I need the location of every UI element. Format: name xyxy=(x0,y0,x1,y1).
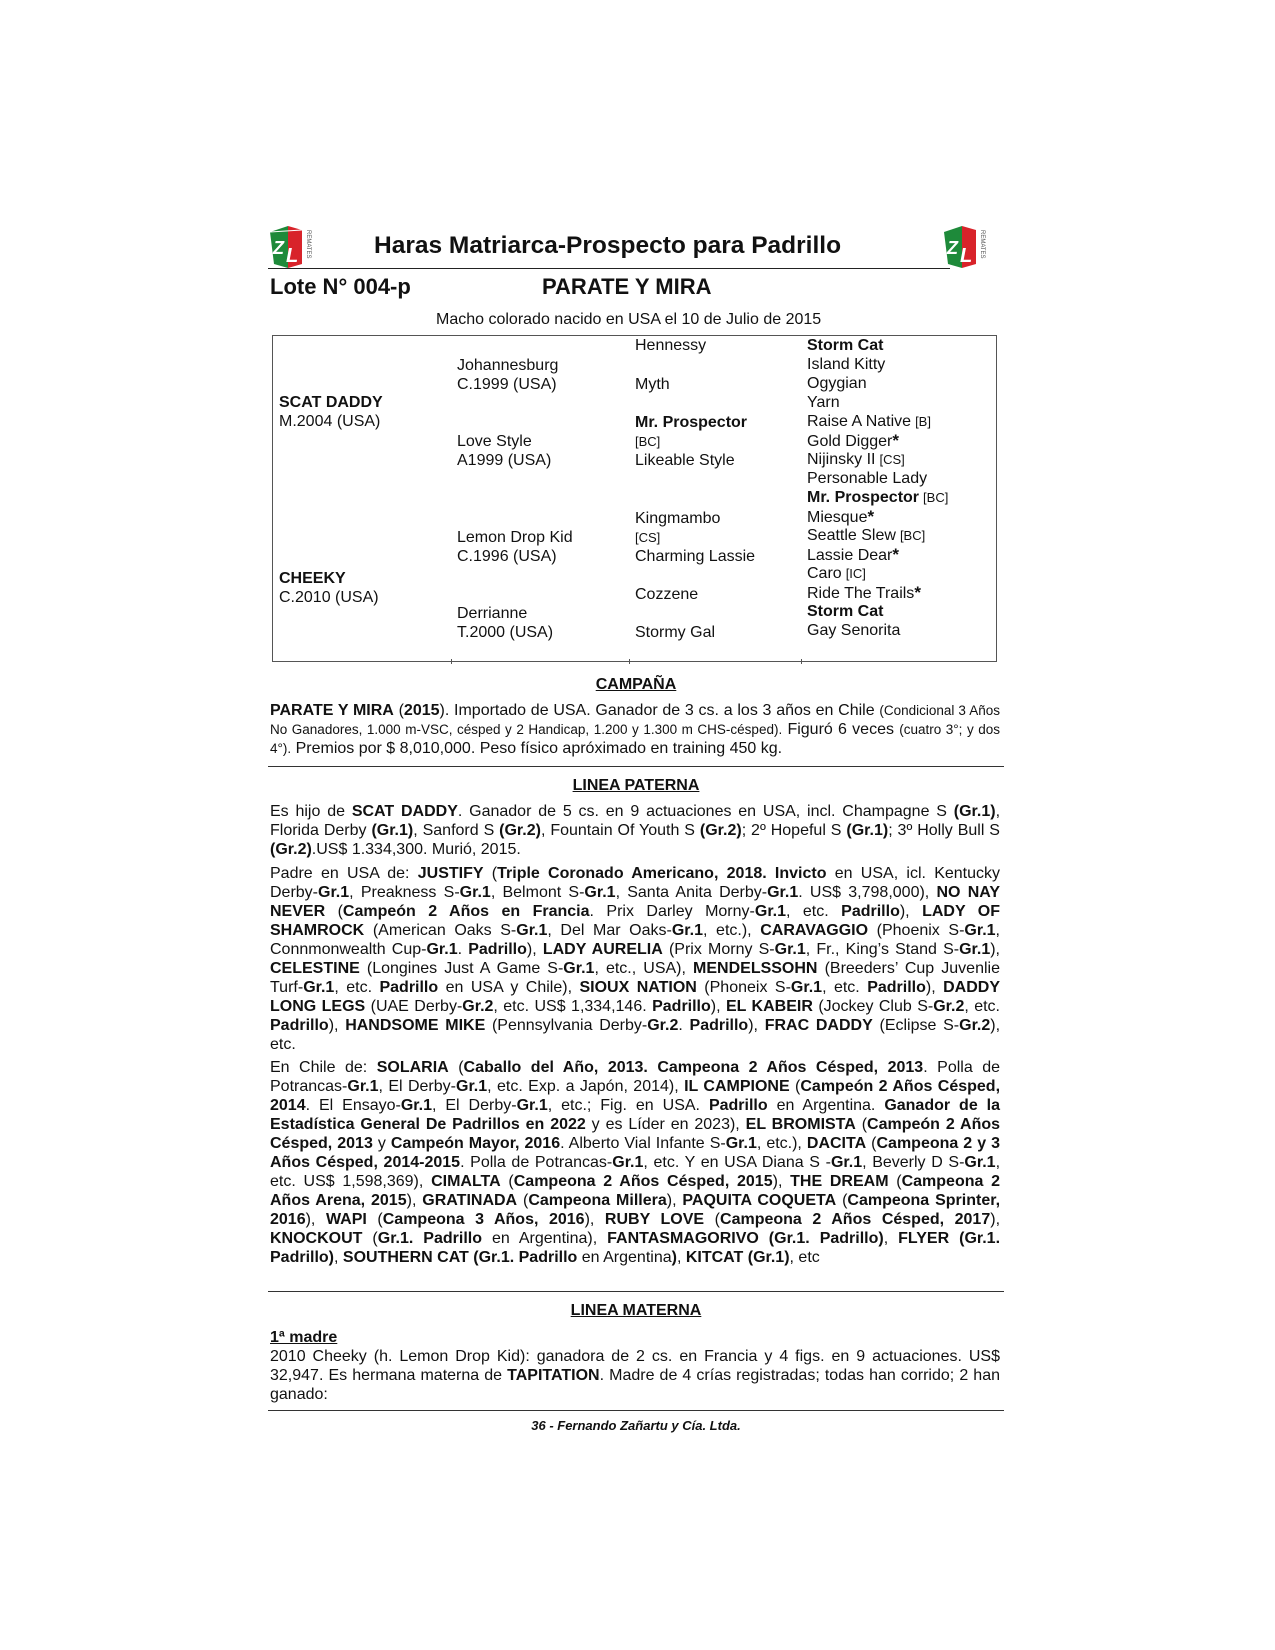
gen3-kingmambo: Kingmambo xyxy=(635,510,721,527)
text-run: (Gr.2) xyxy=(499,822,541,839)
text-run: 2010 Cheeky (h. Lemon Drop Kid): ganadora de 2 cs. en Francia y 4 figs. en 9 actuaciones. US$ 32,947. Es hermana materna de xyxy=(270,1348,1000,1384)
text-run: Caballo del Año, 2013. Campeona 2 Años Césped, 2013 xyxy=(463,1059,924,1076)
campana-year: 2015 xyxy=(403,702,440,719)
text-run: Campeona 3 Años, 2016 xyxy=(382,1211,585,1228)
text-run: ), etc. xyxy=(270,1017,1001,1053)
text-run: , Florida Derby xyxy=(270,803,1001,839)
text-run: Padrillo xyxy=(841,903,900,920)
text-run: Padrillo xyxy=(867,979,926,996)
text-run: SCAT DADDY xyxy=(351,803,458,820)
text-run: . Polla de Potrancas- xyxy=(460,1154,613,1171)
gen4-ancestor-tag: [BC] xyxy=(899,528,926,543)
text-run: Gr.1 xyxy=(964,922,996,939)
text-run: Gr.1 xyxy=(563,960,595,977)
text-run: . Ganador de 5 cs. en 9 actuaciones en USA, incl. Champagne S xyxy=(457,803,954,820)
text-run: , etc. Exp. a Japón, 2014), xyxy=(487,1078,685,1095)
text-run: HANDSOME MIKE xyxy=(345,1017,486,1034)
sire-sire-name: Johannesburg xyxy=(457,357,559,374)
text-run: , xyxy=(883,1230,899,1247)
text-run: en Argentina xyxy=(577,1249,672,1266)
campana-t2: (Condicional 3 Años No Ganadores, 1.000 m-VSC, césped y 2 Handicap, 1.200 y 1.300 m CHS-césped). xyxy=(270,703,1000,737)
dam-sire-info: C.1996 (USA) xyxy=(457,548,557,565)
text-run: ), xyxy=(990,1211,1001,1228)
text-run: en Argentina. xyxy=(767,1097,885,1114)
text-run: FRAC DADDY xyxy=(764,1017,873,1034)
text-run: en USA, icl. Kentucky Derby- xyxy=(270,865,1001,901)
text-run: , etc xyxy=(789,1249,820,1266)
text-run: Gr.1 xyxy=(400,1097,432,1114)
gen4-ancestor xyxy=(807,431,899,451)
text-run: Padre en USA de: xyxy=(270,865,418,882)
text-run: , Belmont S- xyxy=(490,884,585,901)
gen4-ancestor-name: Gold Digger xyxy=(807,433,893,450)
text-run: Gr.1 xyxy=(671,922,703,939)
text-run: Gr.1 xyxy=(774,941,806,958)
gen4-ancestor-tag: [IC] xyxy=(845,566,866,581)
gen3-stormy-gal: Stormy Gal xyxy=(635,624,716,641)
text-run: . Polla de Potrancas- xyxy=(270,1059,1000,1095)
text-run: Campeona Sprinter, 2016 xyxy=(270,1192,1001,1228)
text-run: , etc. US$ 1,334,146. xyxy=(493,998,653,1015)
gen4-ancestor xyxy=(807,583,921,603)
gen4-ancestor-name: Gay Senorita xyxy=(807,622,901,639)
text-run: LADY AURELIA xyxy=(542,941,663,958)
text-run: ( xyxy=(448,1059,464,1076)
text-run: , Connmonwealth Cup- xyxy=(270,922,1000,958)
gen4-ancestor-name: Storm Cat xyxy=(807,603,884,620)
text-run: , etc.), xyxy=(756,1135,807,1152)
text-run: Triple Coronado Americano, 2018. Invicto xyxy=(497,865,827,882)
text-run: Gr.1 xyxy=(584,884,616,901)
text-run: Campeón 2 Años en Francia xyxy=(342,903,590,920)
text-run: , etc. xyxy=(964,998,1000,1015)
text-run: (Gr.1) xyxy=(846,822,889,839)
text-run: , Fountain Of Youth S xyxy=(540,822,700,839)
text-run: Gr.1 xyxy=(754,903,787,920)
section-rule xyxy=(268,1291,1004,1292)
gen4-ancestor-name: Ride The Trails xyxy=(807,585,915,602)
dam-info: C.2010 (USA) xyxy=(279,589,379,606)
gen4-ancestor-name: Storm Cat xyxy=(807,337,884,354)
text-run: Campeona Millera xyxy=(528,1192,667,1209)
text-run: ) xyxy=(671,1249,677,1266)
gen3-myth: Myth xyxy=(635,376,670,393)
text-run: ( xyxy=(789,1078,801,1095)
text-run: Gr.1 xyxy=(303,979,335,996)
text-run: . xyxy=(457,941,469,958)
gen4-ancestor-name: Mr. Prospector xyxy=(807,489,920,506)
text-run: Gr.1 xyxy=(318,884,350,901)
text-run: ( xyxy=(366,1211,383,1228)
text-run: CARAVAGGIO xyxy=(760,922,869,939)
text-run: ), xyxy=(305,1211,326,1228)
sire-info: M.2004 (USA) xyxy=(279,413,381,430)
linea-materna-heading: LINEA MATERNA xyxy=(570,1302,702,1319)
text-run: Campeón 2 Años Césped, 2013 xyxy=(270,1116,1001,1152)
text-run: (Pennsylvania Derby- xyxy=(485,1017,648,1034)
gen3-charming-lassie: Charming Lassie xyxy=(635,548,756,565)
gen4-ancestor xyxy=(807,564,866,583)
text-run: (Gr.1) xyxy=(953,803,996,820)
text-run: Gr.1 xyxy=(516,922,548,939)
text-run: ( xyxy=(855,1116,868,1133)
table-tick xyxy=(629,659,630,664)
text-run: ( xyxy=(866,1135,877,1152)
text-run: ( xyxy=(500,1173,514,1190)
gen4-ancestor-name: Ogygian xyxy=(807,375,867,392)
gen4-ancestor-tag: * xyxy=(914,583,921,602)
gen4-ancestor xyxy=(807,526,925,545)
gen4-ancestor-name: Caro xyxy=(807,565,842,582)
text-run: , etc. xyxy=(334,979,380,996)
text-run: Gr.1 xyxy=(767,884,799,901)
text-run: ), xyxy=(925,979,944,996)
footer-rule xyxy=(268,1410,1004,1411)
dam-dam-name: Derrianne xyxy=(457,605,528,622)
text-run: Gr.1 xyxy=(959,941,991,958)
text-run: Campeona 2 Años Arena, 2015 xyxy=(270,1173,1001,1209)
gen4-ancestor xyxy=(807,450,905,469)
text-run: , El Derby- xyxy=(378,1078,456,1095)
gen4-ancestor xyxy=(807,469,931,488)
primera-madre-heading: 1ª madre xyxy=(270,1329,338,1346)
text-run: FLYER (Gr.1. Padrillo) xyxy=(270,1230,1001,1266)
gen4-ancestor-tag: [BC] xyxy=(923,490,949,505)
table-tick xyxy=(801,659,802,664)
campana-heading: CAMPAÑA xyxy=(595,676,677,693)
text-run: Padrillo xyxy=(689,1017,749,1034)
text-run: IL CAMPIONE xyxy=(684,1078,790,1095)
gen3-likeable-style: Likeable Style xyxy=(635,452,735,469)
gen3-hennessy: Hennessy xyxy=(635,337,707,354)
gen4-ancestor xyxy=(807,374,871,393)
text-run: Gr.1 xyxy=(459,884,491,901)
svg-text:L: L xyxy=(960,245,973,267)
text-run: Gr.1 xyxy=(790,979,823,996)
text-run: (Gr.1) xyxy=(371,822,414,839)
svg-text:Z: Z xyxy=(947,238,958,258)
text-run: Campeona 2 Años Césped, 2015 xyxy=(513,1173,773,1190)
campana-t5: Premios por $ 8,010,000. Peso físico apróximado en training 450 kg. xyxy=(291,740,783,757)
svg-text:L: L xyxy=(286,245,299,267)
text-run: Gr.1 xyxy=(612,1154,644,1171)
text-run: SIOUX NATION xyxy=(579,979,697,996)
text-run: (Eclipse S- xyxy=(872,1017,960,1034)
gen4-ancestor-name: Island Kitty xyxy=(807,356,886,373)
text-run: (Breeders’ Cup Juvenlie Turf- xyxy=(270,960,1000,996)
gen4-ancestor xyxy=(807,621,904,640)
text-run: (Gr.2) xyxy=(270,841,312,858)
text-run: TAPITATION xyxy=(507,1367,600,1384)
gen4-ancestor xyxy=(807,393,844,412)
text-run: Gr.1 xyxy=(964,1154,996,1171)
gen4-ancestor xyxy=(807,355,889,374)
text-run: FANTASMAGORIVO (Gr.1. Padrillo) xyxy=(607,1230,884,1247)
text-run: Gr.1 xyxy=(830,1154,863,1171)
gen4-ancestor xyxy=(807,336,887,355)
text-run: SOUTHERN CAT (Gr.1. Padrillo xyxy=(342,1249,578,1266)
text-run: RUBY LOVE xyxy=(604,1211,705,1228)
sire-dam-name: Love Style xyxy=(457,433,532,450)
text-run: ; 3º Holly Bull S xyxy=(888,822,1000,839)
text-run: .US$ 1.334,300. Murió, 2015. xyxy=(311,841,521,858)
header-rule xyxy=(268,268,950,269)
table-tick xyxy=(451,659,452,664)
dam-dam-info: T.2000 (USA) xyxy=(457,624,554,641)
campana-t1: ). Importado de USA. Ganador de 3 cs. a los 3 años en Chile xyxy=(439,702,880,719)
gen4-ancestor-name: Seattle Slew xyxy=(807,527,896,544)
gen4-ancestor xyxy=(807,412,931,431)
text-run: . Madre de 4 crías registradas; todas han corrido; 2 han ganado: xyxy=(270,1367,1000,1403)
text-run: , xyxy=(676,1249,686,1266)
text-run: , Beverly D S- xyxy=(862,1154,965,1171)
sire-dam-info: A1999 (USA) xyxy=(457,452,552,469)
text-run: ), xyxy=(899,903,923,920)
text-run: ( xyxy=(517,1192,529,1209)
text-run: KNOCKOUT xyxy=(270,1230,363,1247)
text-run: , Del Mar Oaks- xyxy=(547,922,672,939)
text-run: JUSTIFY xyxy=(417,865,484,882)
text-run: ( xyxy=(888,1173,902,1190)
text-run: y es Líder en 2023), xyxy=(585,1116,746,1133)
text-run: Padrillo xyxy=(379,979,439,996)
text-run: Gr.1. Padrillo xyxy=(377,1230,482,1247)
footer-text: 36 - Fernando Zañartu y Cía. Ltda. xyxy=(531,1418,741,1433)
dam-sire-name: Lemon Drop Kid xyxy=(457,529,573,546)
text-run: . xyxy=(678,1017,690,1034)
text-run: , xyxy=(334,1249,343,1266)
section-rule xyxy=(268,766,1004,767)
svg-text:REMATES: REMATES xyxy=(979,230,985,259)
text-run: DACITA xyxy=(806,1135,867,1152)
text-run: CELESTINE xyxy=(270,960,360,977)
text-run: THE DREAM xyxy=(790,1173,889,1190)
svg-text:REMATES: REMATES xyxy=(305,230,311,259)
campana-horse: PARATE Y MIRA xyxy=(270,702,394,719)
page-title: Haras Matriarca-Prospecto para Padrillo xyxy=(374,232,842,259)
gen4-ancestor xyxy=(807,507,874,527)
text-run: , etc.; Fig. en USA. xyxy=(547,1097,709,1114)
text-run: . El Ensayo- xyxy=(305,1097,401,1114)
sire-sire-info: C.1999 (USA) xyxy=(457,376,557,393)
text-run: (Gr.2) xyxy=(699,822,742,839)
text-run: Gr.1 xyxy=(426,941,458,958)
text-run: ), xyxy=(772,1173,791,1190)
text-run: MENDELSSOHN xyxy=(693,960,818,977)
gen3-cozzene: Cozzene xyxy=(635,586,699,603)
text-run: ), xyxy=(666,1192,683,1209)
text-run: Gr.2 xyxy=(933,998,965,1015)
gen4-ancestor-name: Personable Lady xyxy=(807,470,928,487)
text-run: Padrillo xyxy=(270,1017,329,1034)
text-run: En Chile de: xyxy=(270,1059,377,1076)
horse-name: PARATE Y MIRA xyxy=(542,274,712,299)
text-run: Campeón Mayor, 2016 xyxy=(390,1135,561,1152)
text-run: ), xyxy=(748,1017,765,1034)
text-run: WAPI xyxy=(325,1211,367,1228)
paterna-p2 xyxy=(270,864,1000,1054)
gen4-ancestor xyxy=(807,545,899,565)
gen3-mr-prospector: Mr. Prospector xyxy=(635,414,748,431)
text-run: Padrillo xyxy=(708,1097,768,1114)
logo-right xyxy=(942,224,994,270)
text-run: , etc., USA), xyxy=(594,960,694,977)
gen4-ancestor-name: Lassie Dear xyxy=(807,547,893,564)
text-run: ), xyxy=(584,1211,605,1228)
text-run: DADDY LONG LEGS xyxy=(270,979,1001,1015)
text-run: GRATINADA xyxy=(422,1192,518,1209)
text-run: ( xyxy=(836,1192,848,1209)
campana-text: PARATE Y MIRA (2015). Importado de USA. Ganador de 3 cs. a los 3 años en Chile (Condicional 3 Años No Ganadores, 1.000 m-VSC, césped y 2 Handicap, 1.200 y 1.300 m CHS-césped). Figuró 6 veces (cuatro 3°; y dos 4°). Premios por $ 8,010,000. Peso físico apróximado en training 450 kg. xyxy=(270,702,1001,757)
dam-name: CHEEKY xyxy=(279,570,346,587)
text-run: en Argentina), xyxy=(482,1230,608,1247)
gen4-ancestor-tag: * xyxy=(867,507,875,526)
text-run: Gr.1 xyxy=(347,1078,379,1095)
text-run: , Santa Anita Derby- xyxy=(615,884,768,901)
text-run: PAQUITA COQUETA xyxy=(682,1192,837,1209)
linea-paterna-heading: LINEA PATERNA xyxy=(572,777,700,794)
text-run: , etc. US$ 1,598,369), xyxy=(270,1154,1001,1190)
text-run: ), xyxy=(328,1017,346,1034)
text-run: , Fr., King’s Stand S- xyxy=(805,941,960,958)
text-run: NO NAY NEVER xyxy=(270,884,1001,920)
text-run: Gr.2 xyxy=(647,1017,679,1034)
text-run: Gr.1 xyxy=(516,1097,548,1114)
text-run: (American Oaks S- xyxy=(364,922,517,939)
pedigree-table xyxy=(272,335,997,662)
text-run: (Phoneix S- xyxy=(696,979,791,996)
text-run: , Sanford S xyxy=(413,822,500,839)
horse-description: Macho colorado nacido en USA el 10 de Julio de 2015 xyxy=(436,311,822,328)
text-run: ; 2º Hopeful S xyxy=(741,822,847,839)
text-run: , etc. xyxy=(786,903,842,920)
text-run: , etc. xyxy=(822,979,868,996)
gen4-ancestor-name: Yarn xyxy=(807,394,840,411)
text-run: ( xyxy=(362,1230,378,1247)
gen4-ancestor-tag: [B] xyxy=(915,414,931,429)
text-run: Gr.2 xyxy=(959,1017,991,1034)
text-run: ( xyxy=(325,903,343,920)
text-run: (Phoenix S- xyxy=(868,922,965,939)
text-run: Ganador de la Estadística General De Padrillos en 2022 xyxy=(270,1097,1001,1133)
gen4-ancestor-tag: * xyxy=(892,431,899,450)
text-run: , etc.), xyxy=(703,922,761,939)
gen4-ancestor-tag: * xyxy=(892,545,899,564)
logo-left xyxy=(268,224,320,270)
text-run: ( xyxy=(483,865,498,882)
text-run: CIMALTA xyxy=(431,1173,501,1190)
sire-name: SCAT DADDY xyxy=(279,394,383,411)
text-run: Gr.1 xyxy=(456,1078,488,1095)
paterna-p3 xyxy=(270,1058,1000,1267)
gen3-mr-prospector-tag: [BC] xyxy=(635,434,661,449)
gen4-ancestor-tag: [CS] xyxy=(879,452,905,467)
text-run: . Alberto Vial Infante S- xyxy=(560,1135,726,1152)
gen4-ancestor-name: Miesque xyxy=(807,509,868,526)
gen4-ancestor-name: Nijinsky II xyxy=(807,451,876,468)
campana-t4: (cuatro 3°; y dos 4°). xyxy=(270,722,1001,756)
text-run: (Jockey Club S- xyxy=(812,998,934,1015)
text-run: en USA y Chile), xyxy=(438,979,580,996)
paterna-p1 xyxy=(270,802,1000,859)
lot-number: Lote N° 004-p xyxy=(270,274,411,299)
text-run: . US$ 3,798,000), xyxy=(798,884,937,901)
text-run: ), xyxy=(990,941,1000,958)
text-run: LADY OF SHAMROCK xyxy=(270,903,1001,939)
svg-text:Z: Z xyxy=(273,238,284,258)
text-run: , El Derby- xyxy=(432,1097,517,1114)
text-run: (Longines Just A Game S- xyxy=(359,960,564,977)
text-run: EL BROMISTA xyxy=(745,1116,856,1133)
gen4-ancestor-name: Raise A Native xyxy=(807,413,912,430)
text-run: ), xyxy=(406,1192,423,1209)
campana-t3: Figuró 6 veces xyxy=(782,721,900,738)
text-run: SOLARIA xyxy=(376,1059,449,1076)
gen4-ancestor xyxy=(807,602,887,621)
text-run: ), xyxy=(526,941,543,958)
text-run: Campeona 2 Años Césped, 2017 xyxy=(720,1211,991,1228)
text-run: (Prix Morny S- xyxy=(662,941,775,958)
text-run: (UAE Derby- xyxy=(365,998,463,1015)
text-run: y xyxy=(372,1135,391,1152)
text-run: Gr.1 xyxy=(725,1135,757,1152)
text-run: , Preakness S- xyxy=(349,884,460,901)
text-run: Gr.2 xyxy=(462,998,494,1015)
text-run: KITCAT (Gr.1) xyxy=(685,1249,790,1266)
text-run: ), xyxy=(710,998,726,1015)
gen3-kingmambo-tag: [CS] xyxy=(635,530,661,545)
text-run: Es hijo de xyxy=(270,803,352,820)
text-run: Campeón 2 Años Césped, 2014 xyxy=(270,1078,1001,1114)
text-run: ( xyxy=(704,1211,721,1228)
text-run: . Prix Darley Morny- xyxy=(589,903,755,920)
text-run: Padrillo xyxy=(468,941,527,958)
text-run: , etc. Y en USA Diana S - xyxy=(643,1154,831,1171)
gen4-ancestor xyxy=(807,488,948,507)
text-run: Padrillo xyxy=(652,998,711,1015)
text-run: Campeona 2 y 3 Años Césped, 2014-2015 xyxy=(270,1135,1001,1171)
text-run: EL KABEIR xyxy=(725,998,813,1015)
materna-p1 xyxy=(270,1347,1000,1404)
